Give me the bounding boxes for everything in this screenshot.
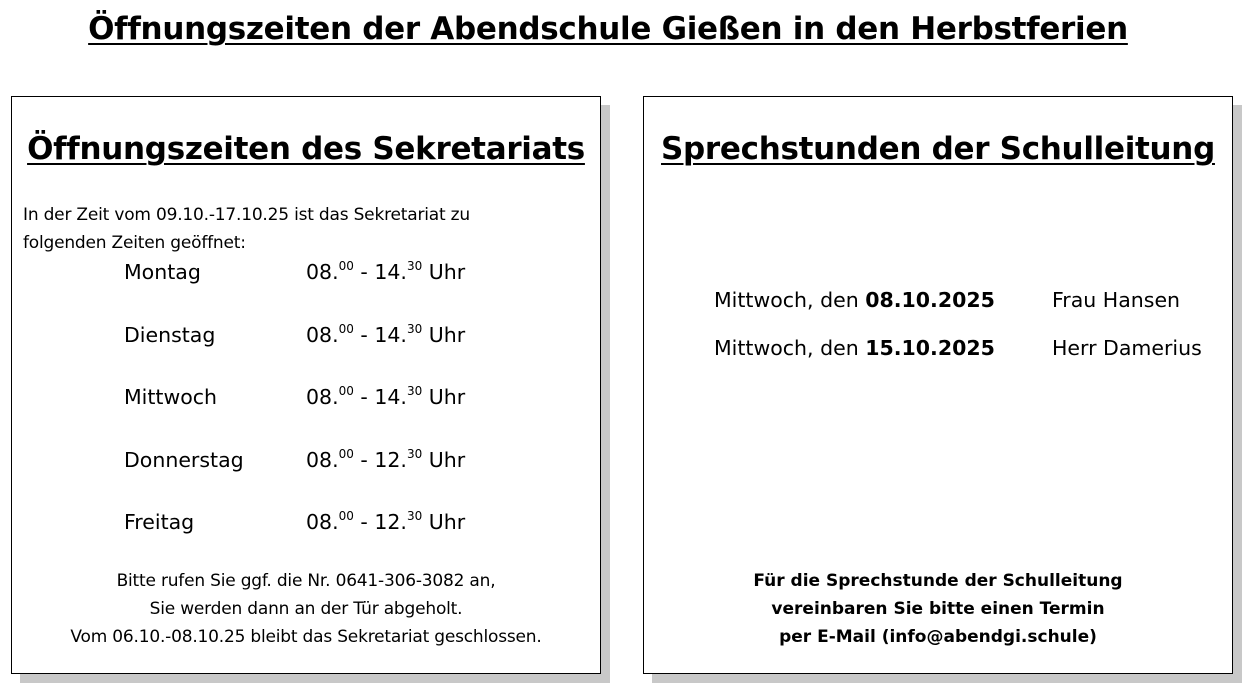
close-minute: 30 bbox=[406, 509, 423, 524]
time-separator: - bbox=[353, 385, 375, 409]
weekday-label: Mittwoch bbox=[124, 385, 218, 409]
hours-row-wednesday bbox=[124, 380, 574, 443]
intro-line: In der Zeit vom 09.10.-17.10.25 ist das Sekretariat zu bbox=[23, 205, 470, 225]
time-range bbox=[306, 505, 465, 539]
appointment-row bbox=[714, 331, 1224, 379]
time-unit: Uhr bbox=[422, 510, 466, 534]
appointment-row bbox=[714, 283, 1224, 331]
open-minute: 00 bbox=[338, 259, 354, 274]
close-minute: 30 bbox=[406, 446, 423, 461]
date-prefix: Mittwoch, den bbox=[714, 288, 866, 312]
weekday-label: Dienstag bbox=[124, 322, 216, 347]
close-hour: 14. bbox=[374, 322, 407, 347]
note-line: Für die Sprechstunde der Schulleitung bbox=[753, 571, 1123, 591]
appointment-person: Herr Damerius bbox=[1052, 336, 1202, 360]
time-unit: Uhr bbox=[422, 385, 466, 409]
close-hour: 12. bbox=[374, 510, 407, 534]
secretariat-intro bbox=[23, 201, 583, 257]
open-hour: 08. bbox=[306, 322, 339, 347]
time-unit: Uhr bbox=[422, 447, 466, 472]
note-line: vereinbaren Sie bitte einen Termin bbox=[771, 599, 1105, 619]
close-minute: 30 bbox=[406, 259, 423, 274]
date-value: 15.10.2025 bbox=[865, 336, 995, 360]
open-minute: 00 bbox=[338, 446, 354, 461]
close-minute: 30 bbox=[406, 384, 423, 399]
open-minute: 00 bbox=[338, 509, 354, 524]
appointment-list bbox=[714, 283, 1224, 379]
open-minute: 00 bbox=[338, 384, 354, 399]
page-title: Öffnungszeiten der Abendschule Gießen in den Herbstferien bbox=[88, 11, 1128, 47]
close-hour: 14. bbox=[374, 260, 407, 284]
intro-line: folgenden Zeiten geöffnet: bbox=[23, 233, 246, 253]
hours-row-friday bbox=[124, 505, 574, 568]
note-line: Bitte rufen Sie ggf. die Nr. 0641-306-3082 an, bbox=[116, 571, 496, 591]
open-hour: 08. bbox=[306, 260, 339, 284]
note-line: Vom 06.10.-08.10.25 bleibt das Sekretariat geschlossen. bbox=[70, 627, 542, 647]
time-separator: - bbox=[353, 510, 375, 534]
close-hour: 12. bbox=[374, 447, 407, 472]
leadership-note bbox=[644, 567, 1232, 651]
open-hour: 08. bbox=[306, 510, 339, 534]
leadership-heading: Sprechstunden der Schulleitung bbox=[661, 131, 1215, 167]
secretariat-box bbox=[11, 96, 601, 674]
time-separator: - bbox=[353, 260, 375, 284]
open-hour: 08. bbox=[306, 385, 339, 409]
time-unit: Uhr bbox=[422, 260, 466, 284]
close-minute: 30 bbox=[406, 321, 423, 336]
note-line: per E-Mail (info@abendgi.schule) bbox=[779, 627, 1097, 647]
time-range bbox=[306, 255, 465, 289]
opening-hours-list bbox=[124, 255, 574, 568]
secretariat-note bbox=[12, 567, 600, 651]
time-range bbox=[306, 380, 465, 414]
time-separator: - bbox=[353, 322, 375, 347]
time-separator: - bbox=[353, 447, 375, 472]
appointment-date bbox=[714, 283, 995, 317]
weekday-label: Donnerstag bbox=[124, 447, 244, 472]
open-hour: 08. bbox=[306, 447, 339, 472]
note-line: Sie werden dann an der Tür abgeholt. bbox=[149, 599, 463, 619]
weekday-label: Freitag bbox=[124, 510, 195, 534]
hours-row-thursday bbox=[124, 443, 574, 506]
hours-row-tuesday bbox=[124, 318, 574, 381]
leadership-box bbox=[643, 96, 1233, 674]
date-value: 08.10.2025 bbox=[865, 288, 995, 312]
time-unit: Uhr bbox=[422, 322, 466, 347]
secretariat-heading: Öffnungszeiten des Sekretariats bbox=[27, 131, 585, 167]
time-range bbox=[306, 318, 465, 352]
weekday-label: Montag bbox=[124, 260, 201, 284]
open-minute: 00 bbox=[338, 321, 354, 336]
hours-row-monday bbox=[124, 255, 574, 318]
date-prefix: Mittwoch, den bbox=[714, 336, 866, 360]
close-hour: 14. bbox=[374, 385, 407, 409]
appointment-date bbox=[714, 331, 995, 365]
appointment-person: Frau Hansen bbox=[1052, 288, 1181, 312]
time-range bbox=[306, 443, 465, 477]
